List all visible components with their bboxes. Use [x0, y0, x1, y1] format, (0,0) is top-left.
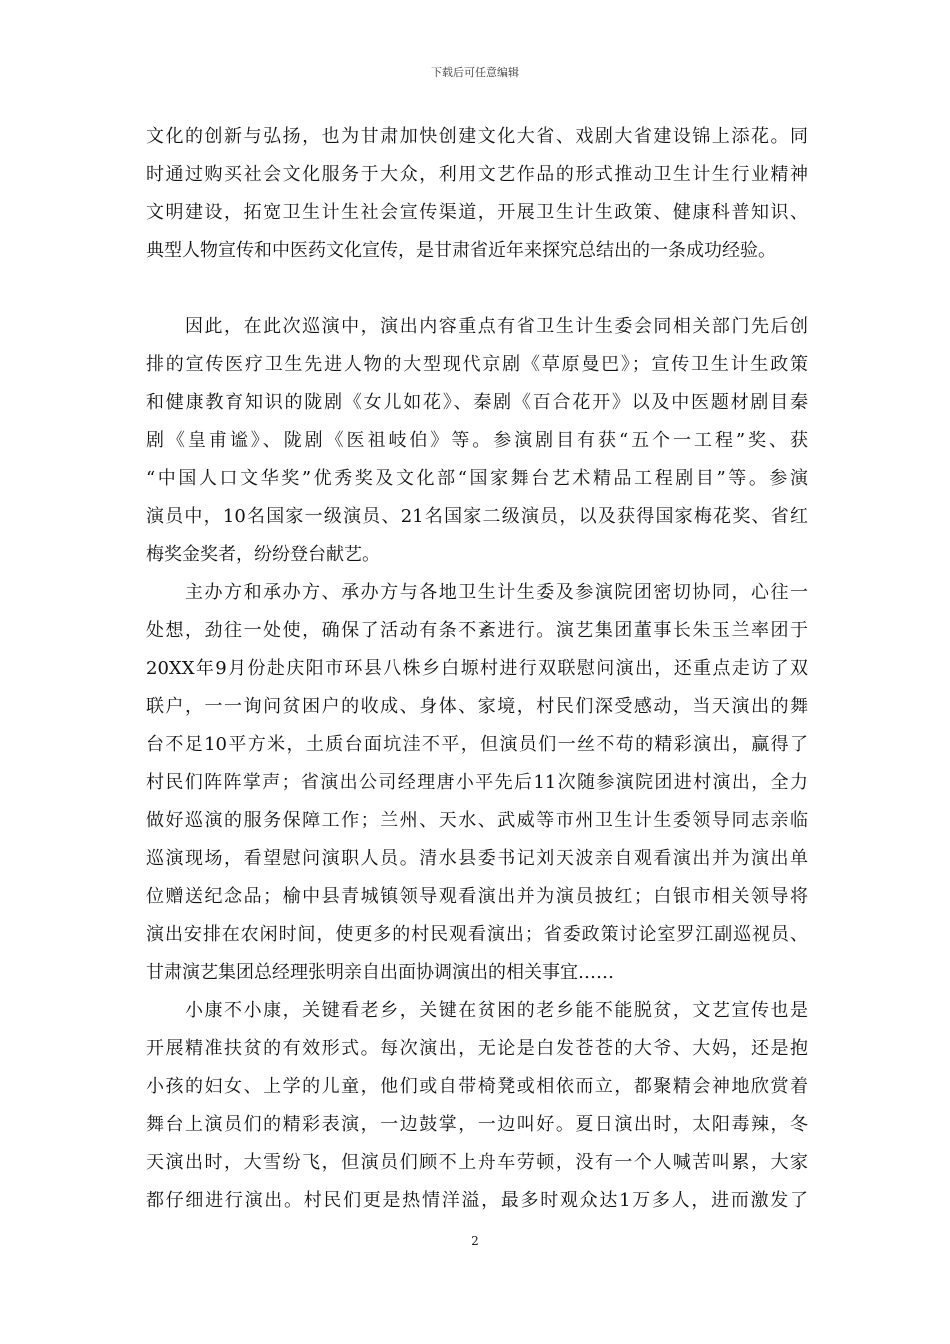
paragraph	[146, 574, 808, 992]
paragraph-gap	[146, 270, 808, 308]
text-line: 联户，一一询问贫困户的收成、身体、家境，村民们深受感动，当天演出的舞	[146, 696, 808, 717]
text-line: 做好巡演的服务保障工作；兰州、天水、武威等市州卫生计生委领导同志亲临	[146, 810, 808, 831]
text-line: 文明建设，拓宽卫生计生社会宣传渠道，开展卫生计生政策、健康科普知识、	[146, 202, 808, 223]
text-line: 甘肃演艺集团总经理张明亲自出面协调演出的相关事宜……	[146, 962, 614, 983]
text-line: 剧《皇甫谧》、陇剧《医祖岐伯》等。参演剧目有获“五个一工程”奖、获	[146, 430, 808, 451]
text-line: 和健康教育知识的陇剧《女儿如花》、秦剧《百合花开》以及中医题材剧目秦	[146, 392, 808, 413]
text-line: 演员中，10名国家一级演员、21名国家二级演员，以及获得国家梅花奖、省红	[146, 506, 808, 527]
paragraph	[146, 308, 808, 574]
text-line: 演出安排在农闲时间，使更多的村民观看演出；省委政策讨论室罗江副巡视员、	[146, 924, 808, 945]
text-line: 梅奖金奖者，纷纷登台献艺。	[146, 544, 380, 565]
paragraph	[146, 118, 808, 270]
text-line: 排的宣传医疗卫生先进人物的大型现代京剧《草原曼巴》；宣传卫生计生政策	[146, 354, 808, 375]
text-line: 开展精准扶贫的有效形式。每次演出，无论是白发苍苍的大爷、大妈，还是抱	[146, 1038, 808, 1059]
text-line: 巡演现场，看望慰问演职人员。清水县委书记刘天波亲自观看演出并为演出单	[146, 848, 808, 869]
text-line: 天演出时，大雪纷飞，但演员们顾不上舟车劳顿，没有一个人喊苦叫累，大家	[146, 1152, 808, 1173]
text-line: 台不足10平方米，土质台面坑洼不平，但演员们一丝不苟的精彩演出，赢得了	[146, 734, 808, 755]
text-line: 小康不小康，关键看老乡，关键在贫困的老乡能不能脱贫，文艺宣传也是	[146, 1000, 808, 1021]
text-line: 位赠送纪念品；榆中县青城镇领导观看演出并为演员披红；白银市相关领导将	[146, 886, 808, 907]
paragraph	[146, 992, 808, 1220]
text-line: 20XX年9月份赴庆阳市环县八株乡白塬村进行双联慰问演出，还重点走访了双	[146, 658, 808, 679]
text-line: 舞台上演员们的精彩表演，一边鼓掌，一边叫好。夏日演出时，太阳毒辣，冬	[146, 1114, 808, 1135]
text-line: 文化的创新与弘扬，也为甘肃加快创建文化大省、戏剧大省建设锦上添花。同	[146, 126, 808, 147]
text-line: 因此，在此次巡演中，演出内容重点有省卫生计生委会同相关部门先后创	[146, 316, 808, 337]
text-line: 典型人物宣传和中医药文化宣传，是甘肃省近年来探究总结出的一条成功经验。	[146, 240, 776, 261]
page-header-note: 下载后可任意编辑	[431, 66, 519, 79]
text-line: 都仔细进行演出。村民们更是热情洋溢，最多时观众达1万多人，进而激发了	[146, 1190, 808, 1211]
text-line: 时通过购买社会文化服务于大众，利用文艺作品的形式推动卫生计生行业精神	[146, 164, 808, 185]
text-line: 主办方和承办方、承办方与各地卫生计生委及参演院团密切协同，心往一	[146, 582, 808, 603]
document-body	[146, 118, 808, 1220]
text-line: 小孩的妇女、上学的儿童，他们或自带椅凳或相依而立，都聚精会神地欣赏着	[146, 1076, 808, 1097]
text-line: 村民们阵阵掌声；省演出公司经理唐小平先后11次随参演院团进村演出，全力	[146, 772, 808, 793]
text-line: “中国人口文华奖”优秀奖及文化部“国家舞台艺术精品工程剧目”等。参演	[146, 468, 808, 489]
page-number: 2	[471, 1234, 479, 1248]
text-line: 处想，劲往一处使，确保了活动有条不紊进行。演艺集团董事长朱玉兰率团于	[146, 620, 808, 641]
